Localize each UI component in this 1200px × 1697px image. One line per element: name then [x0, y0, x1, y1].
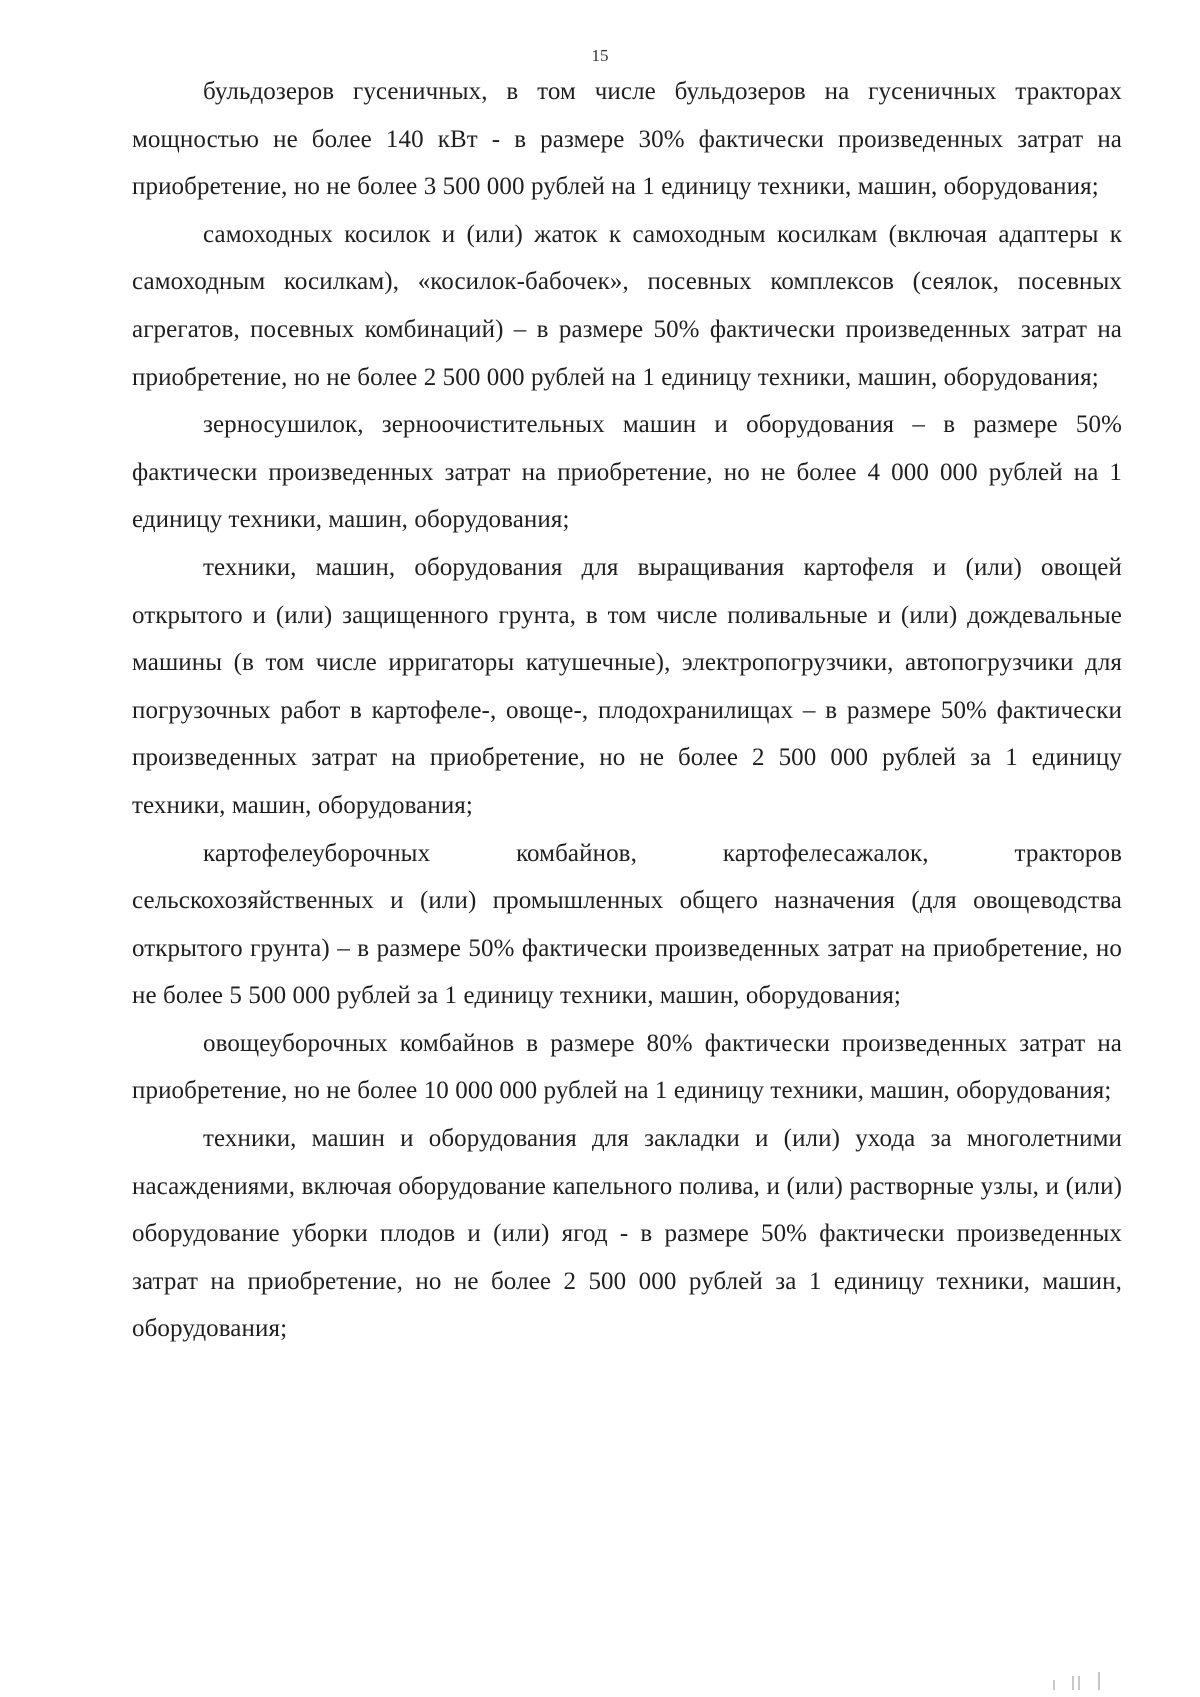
- paragraph-perennial-plantings-equipment: техники, машин и оборудования для закладки и (или) ухода за многолетними насаждениями, включая оборудование капельного полива, и (или) растворные узлы, и (или) оборудование уборки плодов и (или) ягод - в размере 50% фактически произведенных затрат на приобретение, но не более 2 500 000 рублей за 1 единицу техники, машин, оборудования;: [132, 1125, 1122, 1343]
- paragraph-vegetable-harvesters: овощеуборочных комбайнов в размере 80% фактически произведенных затрат на приобретение, но не более 10 000 000 рублей на 1 единицу техники, машин, оборудования;: [132, 1029, 1122, 1105]
- paragraph-potato-harvesters-tractors: картофелеуборочных комбайнов, картофелесажалок, тракторов сельскохозяйственных и (или) промышленных общего назначения (для овощеводства открытого грунта) – в размере 50% фактически произведенных затрат на приобретение, но не более 5 500 000 рублей за 1 единицу техники, машин, оборудования;: [132, 839, 1122, 1010]
- scan-artifact: [1072, 1676, 1074, 1690]
- scan-artifact: [1098, 1672, 1100, 1690]
- scan-artifact: [1078, 1676, 1080, 1690]
- scan-artifact: [1053, 1680, 1055, 1690]
- body-text: [132, 68, 1122, 1353]
- paragraph-potato-vegetable-equipment: техники, машин, оборудования для выращивания картофеля и (или) овощей открытого и (или) защищенного грунта, в том числе поливальные и (или) дождевальные машины (в том числе ирригаторы катушечные), электропогрузчики, автопогрузчики для погрузочных работ в картофеле-, овоще-, плодохранилищах – в размере 50% фактически произведенных затрат на приобретение, но не более 2 500 000 рублей за 1 единицу техники, машин, оборудования;: [132, 553, 1122, 819]
- paragraph-mowers-seeders: самоходных косилок и (или) жаток к самоходным косилкам (включая адаптеры к самоходным косилкам), «косилок-бабочек», посевных комплексов (сеялок, посевных агрегатов, посевных комбинаций) – в размере 50% фактически произведенных затрат на приобретение, но не более 2 500 000 рублей на 1 единицу техники, машин, оборудования;: [132, 220, 1122, 391]
- paragraph-grain-dryers: зерносушилок, зерноочистительных машин и оборудования – в размере 50% фактически произведенных затрат на приобретение, но не более 4 000 000 рублей на 1 единицу техники, машин, оборудования;: [132, 411, 1122, 534]
- page-number: 15: [591, 46, 609, 65]
- paragraph-bulldozers: бульдозеров гусеничных, в том числе бульдозеров на гусеничных тракторах мощностью не более 140 кВт - в размере 30% фактически произведенных затрат на приобретение, но не более 3 500 000 рублей на 1 единицу техники, машин, оборудования;: [132, 78, 1122, 201]
